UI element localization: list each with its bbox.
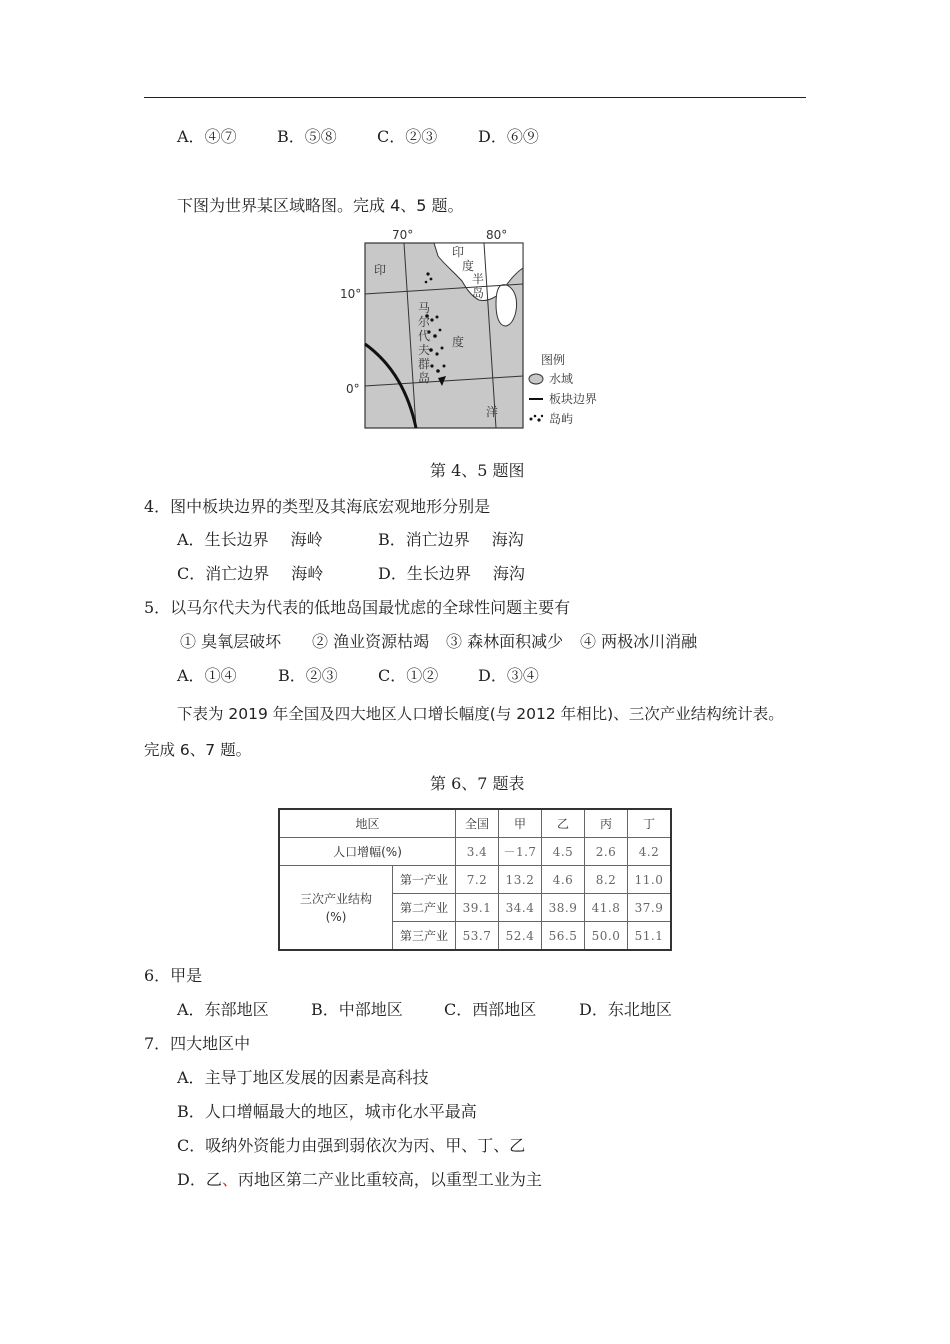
pop-row	[279, 838, 671, 866]
col-ding: 丁	[628, 809, 672, 838]
industry-value: 39.1	[456, 894, 499, 922]
q3-option-c: C．②③	[377, 127, 438, 146]
lon-80-label: 80°	[486, 228, 508, 242]
col-yi: 乙	[542, 809, 585, 838]
maldives-char-5: 群	[418, 357, 431, 371]
map-caption: 第 4、5 题图	[430, 461, 525, 480]
industry-value: 41.8	[585, 894, 628, 922]
header-rule	[144, 97, 806, 98]
lon-70-label: 70°	[392, 228, 414, 242]
q5-option-c: C．①②	[378, 666, 439, 685]
q4-option-b: B．消亡边界 海沟	[378, 530, 524, 549]
island-swatch	[530, 415, 544, 422]
q6-option-c: C．西部地区	[444, 1000, 537, 1019]
industry-name: 第二产业	[393, 894, 456, 922]
industry-value: 11.0	[628, 866, 672, 894]
intro-6-7-line1: 下表为 2019 年全国及四大地区人口增长幅度(与 2012 年相比)、三次产业结构统计表。	[177, 705, 784, 723]
legend-boundary: 板块边界	[549, 392, 598, 406]
lat-10-label: 10°	[340, 287, 362, 301]
legend-water: 水域	[549, 372, 574, 386]
q5-item-2: ② 渔业资源枯竭	[312, 632, 430, 651]
industry-value: 52.4	[499, 922, 542, 951]
pop-value: －1.7	[499, 838, 542, 866]
header-region: 地区	[279, 809, 456, 838]
q5-item-3: ③ 森林面积减少	[446, 632, 564, 651]
maldives-char-2: 尔	[418, 315, 431, 329]
sri-lanka	[496, 285, 517, 326]
q4-option-d: D．生长边界 海沟	[378, 564, 525, 583]
industry-label	[279, 866, 393, 951]
ocean-label-1: 印	[374, 263, 387, 277]
q7-option-d: D．乙、丙地区第二产业比重较高，以重型工业为主	[177, 1170, 542, 1189]
col-national: 全国	[456, 809, 499, 838]
pop-label: 人口增幅(%)	[279, 838, 456, 866]
pop-value: 2.6	[585, 838, 628, 866]
industry-value: 34.4	[499, 894, 542, 922]
industry-value: 8.2	[585, 866, 628, 894]
q3-option-a: A．④⑦	[177, 127, 237, 146]
q5-item-1: ① 臭氧层破坏	[180, 632, 282, 651]
q6-option-a: A．东部地区	[177, 1000, 269, 1019]
q3-option-b: B．⑤⑧	[277, 127, 337, 146]
region-map	[334, 226, 624, 436]
industry-value: 13.2	[499, 866, 542, 894]
maldives-char-4: 夫	[418, 343, 431, 357]
q6-stem: 6．甲是	[144, 966, 203, 985]
table-header-row	[279, 809, 671, 838]
q4-option-c: C．消亡边界 海岭	[177, 564, 324, 583]
q6-option-b: B．中部地区	[311, 1000, 403, 1019]
stats-table	[278, 808, 672, 951]
industry-value: 7.2	[456, 866, 499, 894]
q7-option-c: C．吸纳外资能力由强到弱依次为丙、甲、丁、乙	[177, 1136, 526, 1155]
intro-4-5: 下图为世界某区域略图。完成 4、5 题。	[177, 196, 464, 215]
peninsula-char-4: 岛	[472, 286, 485, 300]
q6-option-d: D．东北地区	[579, 1000, 672, 1019]
peninsula-char-3: 半	[472, 272, 485, 286]
peninsula-char-1: 印	[452, 245, 465, 259]
intro-6-7-line2: 完成 6、7 题。	[144, 741, 252, 759]
q5-option-a: A．①④	[177, 666, 237, 685]
ocean-label-3: 洋	[486, 405, 499, 419]
ocean-label-2: 度	[452, 335, 465, 349]
pop-value: 4.2	[628, 838, 672, 866]
q5-option-d: D．③④	[478, 666, 539, 685]
q3-option-d: D．⑥⑨	[478, 127, 539, 146]
water-swatch	[529, 374, 543, 384]
q5-option-b: B．②③	[278, 666, 338, 685]
q4-option-a: A．生长边界 海岭	[177, 530, 323, 549]
industry-value: 56.5	[542, 922, 585, 951]
pop-value: 3.4	[456, 838, 499, 866]
maldives-char-3: 代	[418, 329, 431, 343]
maldives-char-6: 岛	[418, 371, 431, 385]
industry-value: 37.9	[628, 894, 672, 922]
table-caption: 第 6、7 题表	[430, 774, 525, 793]
industry-name: 第一产业	[393, 866, 456, 894]
maldives-char-1: 马	[418, 301, 431, 315]
q7-option-b: B．人口增幅最大的地区，城市化水平最高	[177, 1102, 477, 1121]
q7-stem: 7．四大地区中	[144, 1034, 251, 1053]
industry-value: 51.1	[628, 922, 672, 951]
industry-label-line1: 三次产业结构	[299, 891, 372, 906]
pop-value: 4.5	[542, 838, 585, 866]
lat-0-label: 0°	[346, 382, 360, 396]
industry-value: 50.0	[585, 922, 628, 951]
red-separator: 、	[221, 1170, 238, 1189]
col-jia: 甲	[499, 809, 542, 838]
peninsula-char-2: 度	[462, 259, 475, 273]
q4-stem: 4．图中板块边界的类型及其海底宏观地形分别是	[144, 497, 491, 516]
q5-item-4: ④ 两极冰川消融	[580, 632, 698, 651]
industry-value: 53.7	[456, 922, 499, 951]
industry-value: 38.9	[542, 894, 585, 922]
industry-value: 4.6	[542, 866, 585, 894]
col-bing: 丙	[585, 809, 628, 838]
q7-option-a: A．主导丁地区发展的因素是高科技	[177, 1068, 429, 1087]
industry-name: 第三产业	[393, 922, 456, 951]
industry-row-1	[279, 866, 671, 894]
q5-stem: 5．以马尔代夫为代表的低地岛国最忧虑的全球性问题主要有	[144, 598, 571, 617]
industry-label-line2: (%)	[325, 909, 347, 924]
legend-title: 图例	[541, 353, 566, 367]
legend-island: 岛屿	[549, 412, 574, 426]
